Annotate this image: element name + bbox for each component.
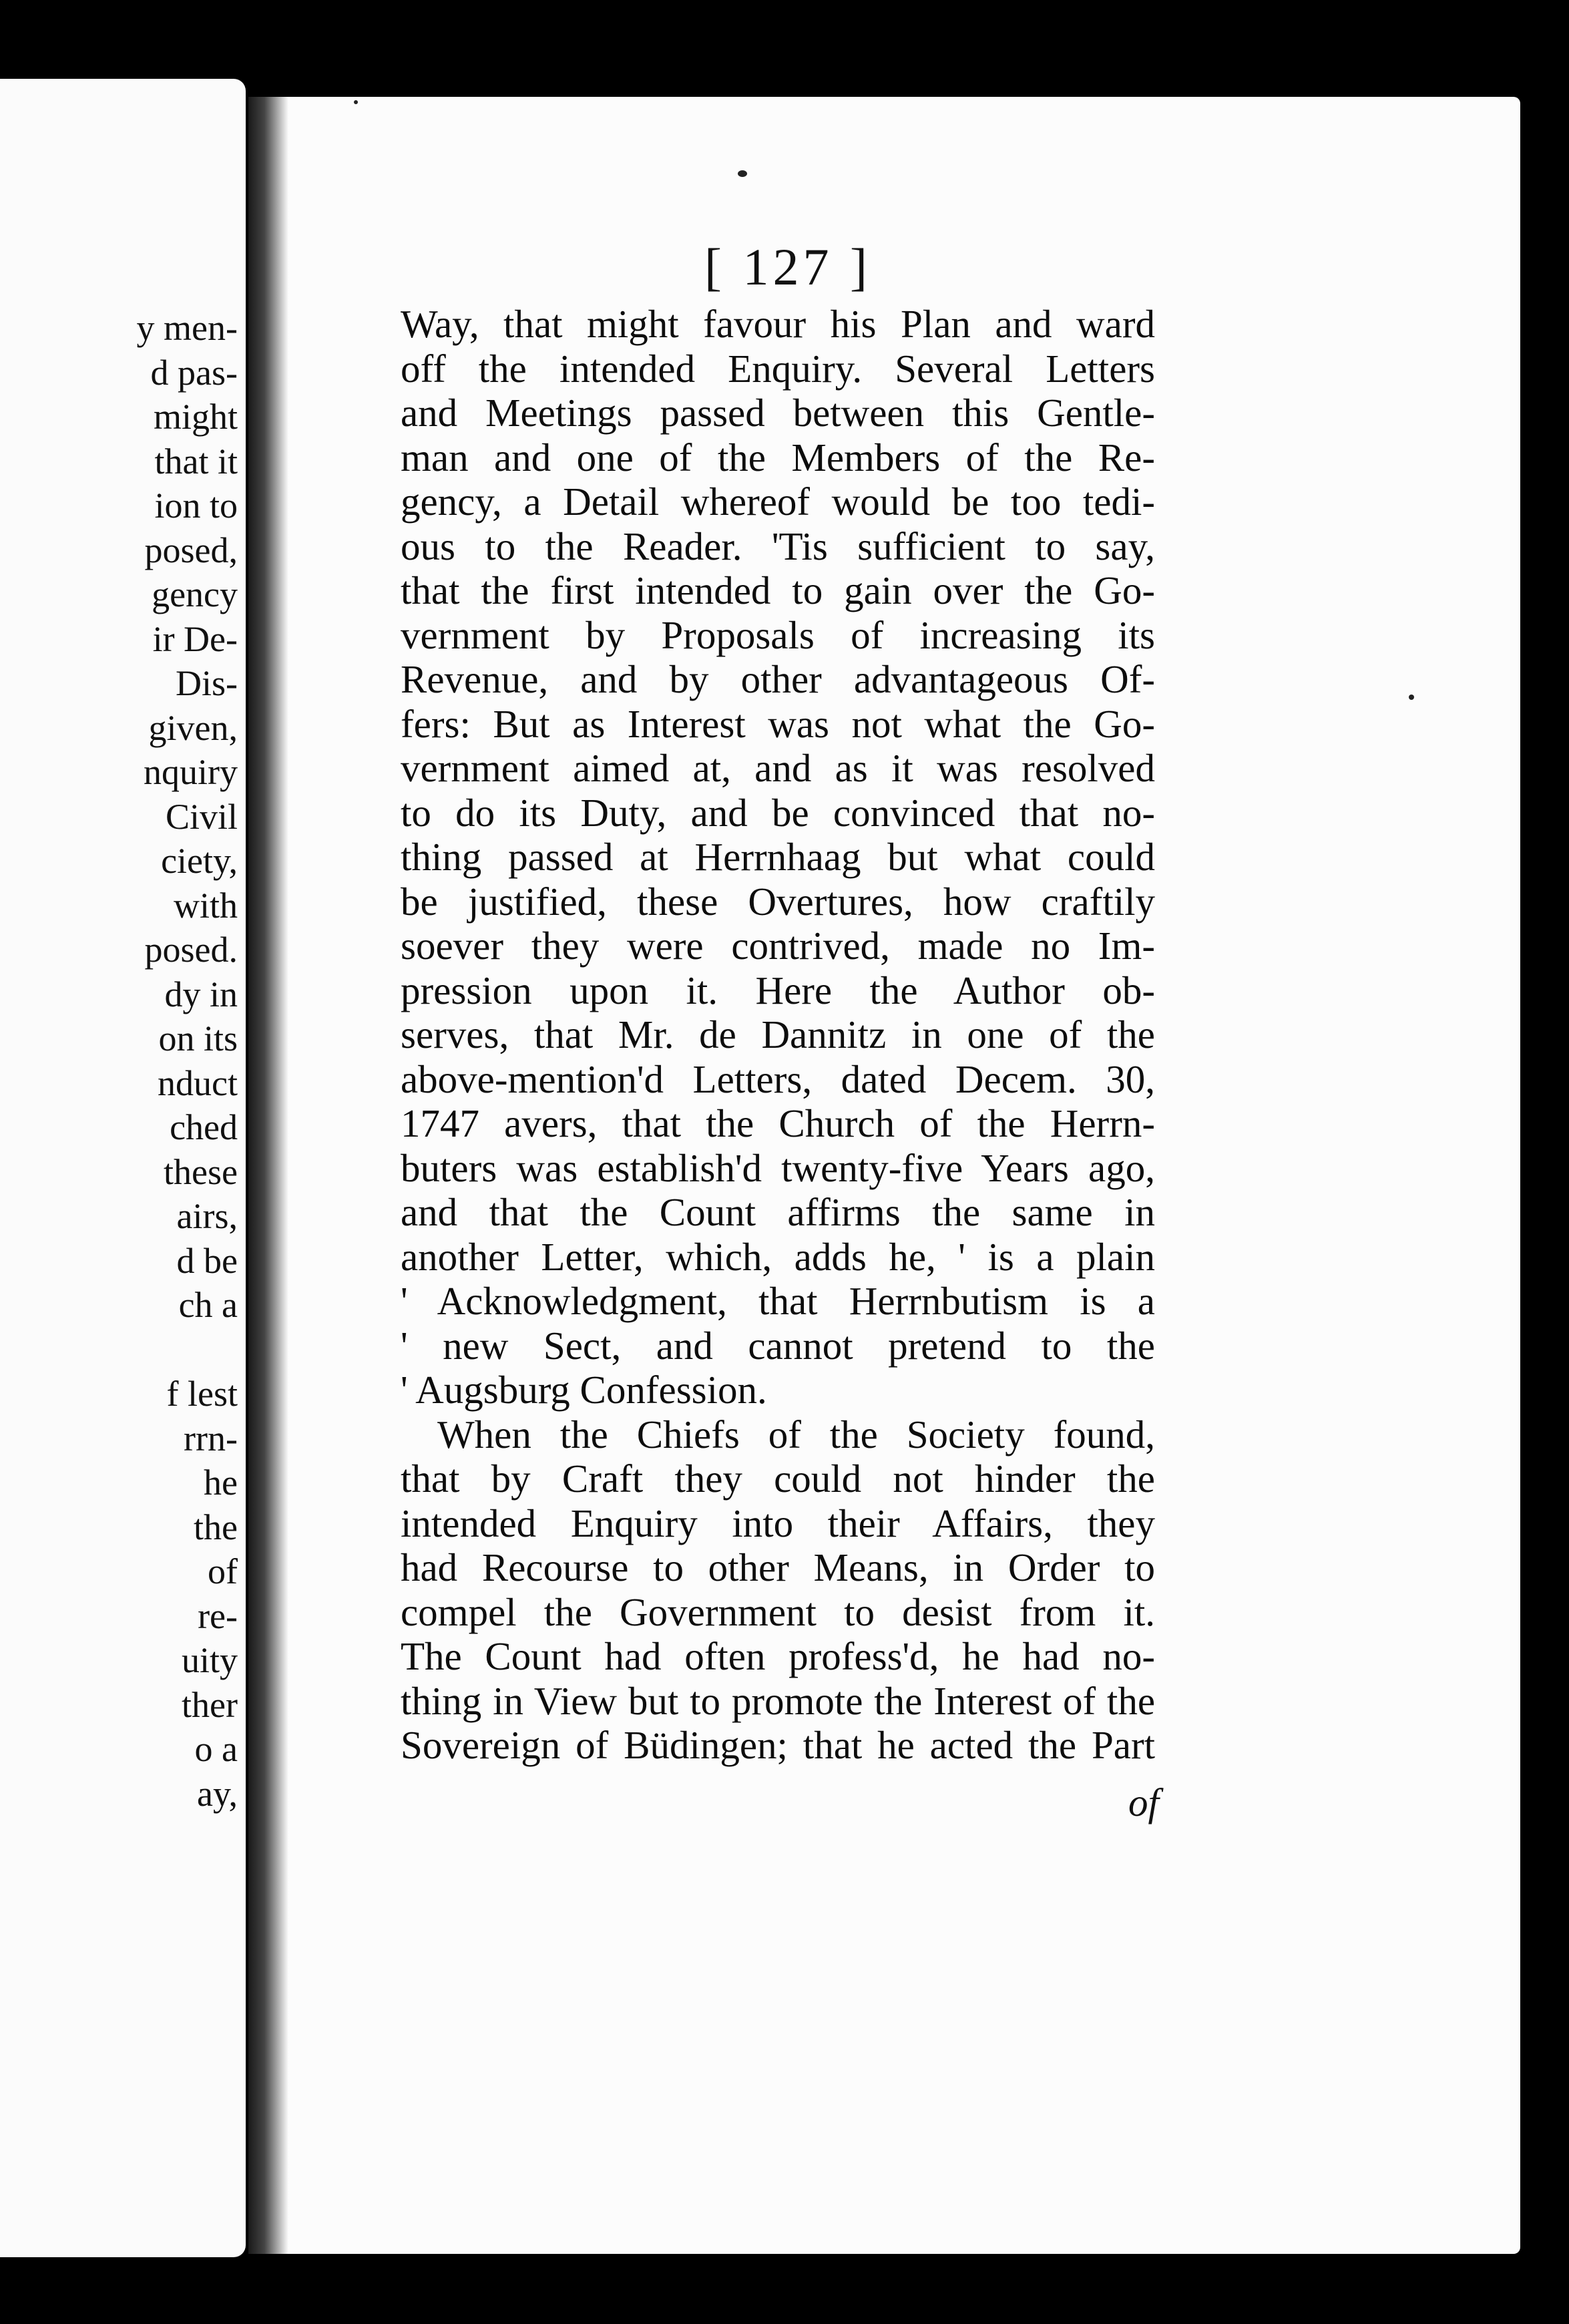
text-line: be justified, these Overtures, how craftily: [401, 879, 1155, 924]
text-line: vernment by Proposals of increasing its: [401, 612, 1155, 657]
text-line: above-mention'd Letters, dated Decem. 30,: [401, 1056, 1155, 1101]
facing-page-line: posed,: [144, 530, 238, 570]
text-line: and that the Count affirms the same in: [401, 1190, 1155, 1234]
facing-page-line: d pas-: [150, 352, 238, 393]
facing-page-line: these: [164, 1151, 238, 1192]
print-speck: [354, 100, 358, 104]
text-line: and Meetings passed between this Gentle-: [401, 391, 1155, 435]
facing-page-line: ch a: [178, 1285, 238, 1325]
text-line: thing passed at Herrnhaag but what could: [401, 835, 1155, 879]
text-line: gency, a Detail whereof would be too tedi-: [401, 479, 1155, 524]
text-line: man and one of the Members of the Re-: [401, 435, 1155, 479]
print-speck: [1409, 695, 1414, 700]
text-line: serves, that Mr. de Dannitz in one of the: [401, 1012, 1155, 1056]
text-line: ' Acknowledgment, that Herrnbutism is a: [401, 1279, 1155, 1323]
text-line: soever they were contrived, made no Im-: [401, 924, 1155, 968]
facing-page-line: with: [173, 885, 238, 926]
page-number-header: [ 127 ]: [704, 238, 871, 296]
text-line: to do its Duty, and be convinced that no-: [401, 790, 1155, 835]
facing-page-line: nduct: [158, 1062, 238, 1103]
facing-page-line: f lest: [166, 1374, 238, 1414]
text-line: off the intended Enquiry. Several Letters: [401, 346, 1155, 391]
text-line: fers: But as Interest was not what the Go-: [401, 701, 1155, 746]
facing-page-line: rrn-: [184, 1418, 238, 1459]
text-line: vernment aimed at, and as it was resolved: [401, 746, 1155, 790]
text-line: thing in View but to promote the Interest of the: [401, 1678, 1155, 1723]
facing-page-line: airs,: [176, 1196, 238, 1236]
facing-page-line: Dis-: [176, 663, 238, 703]
text-line: pression upon it. Here the Author ob-: [401, 968, 1155, 1012]
text-line: that by Craft they could not hinder the: [401, 1457, 1155, 1501]
text-line: had Recourse to other Means, in Order to: [401, 1545, 1155, 1589]
facing-page-line: the: [194, 1507, 238, 1547]
facing-page-line: ther: [182, 1684, 238, 1725]
text-line: buters was establish'd twenty-five Years ago,: [401, 1145, 1155, 1190]
facing-page-line: he: [204, 1463, 238, 1503]
facing-page-line: posed.: [144, 930, 238, 970]
facing-page-line: ciety,: [161, 841, 238, 881]
text-line: intended Enquiry into their Affairs, they: [401, 1501, 1155, 1545]
text-line: that the first intended to gain over the Go-: [401, 568, 1155, 612]
facing-page-line: on its: [158, 1018, 238, 1058]
catchword: of: [1128, 1780, 1159, 1824]
facing-page-line: gency: [152, 574, 238, 614]
facing-page-line: ched: [170, 1107, 238, 1147]
text-line: 1747 avers, that the Church of the Herrn-: [401, 1101, 1155, 1145]
text-line: compel the Government to desist from it.: [401, 1589, 1155, 1634]
text-line: ' Augsburg Confession.: [401, 1368, 767, 1412]
text-line: ' new Sect, and cannot pretend to the: [401, 1323, 1155, 1368]
facing-page-line: d be: [176, 1240, 238, 1281]
facing-page-line: of: [208, 1551, 238, 1591]
text-line: ous to the Reader. 'Tis sufficient to say,: [401, 524, 1155, 568]
page-gutter-shadow: [248, 97, 288, 2254]
facing-page-line: ion to: [154, 486, 238, 526]
facing-page-line: ay,: [197, 1773, 238, 1814]
text-line: Way, that might favour his Plan and ward: [401, 302, 1155, 346]
facing-page-line: nquiry: [144, 752, 238, 792]
text-line: When the Chiefs of the Society found,: [437, 1412, 1155, 1457]
facing-page-line: that it: [154, 441, 238, 481]
facing-page-left: [0, 79, 246, 2257]
text-line: Revenue, and by other advantageous Of-: [401, 657, 1155, 701]
print-speck: [738, 170, 747, 177]
facing-page-line: re-: [198, 1595, 238, 1636]
facing-page-line: o a: [194, 1729, 238, 1769]
facing-page-line: might: [153, 397, 238, 437]
body-text: [401, 302, 1155, 1768]
text-line: The Count had often profess'd, he had no-: [401, 1634, 1155, 1678]
facing-page-line: dy in: [164, 974, 238, 1014]
facing-page-line: y men-: [136, 308, 238, 348]
facing-page-line: given,: [148, 707, 238, 748]
text-line: another Letter, which, adds he, ' is a plain: [401, 1234, 1155, 1279]
facing-page-line: uity: [181, 1640, 238, 1680]
facing-page-line: ir De-: [152, 618, 238, 659]
facing-page-line: Civil: [165, 796, 238, 837]
text-line: Sovereign of Büdingen; that he acted the Part: [401, 1723, 1155, 1767]
